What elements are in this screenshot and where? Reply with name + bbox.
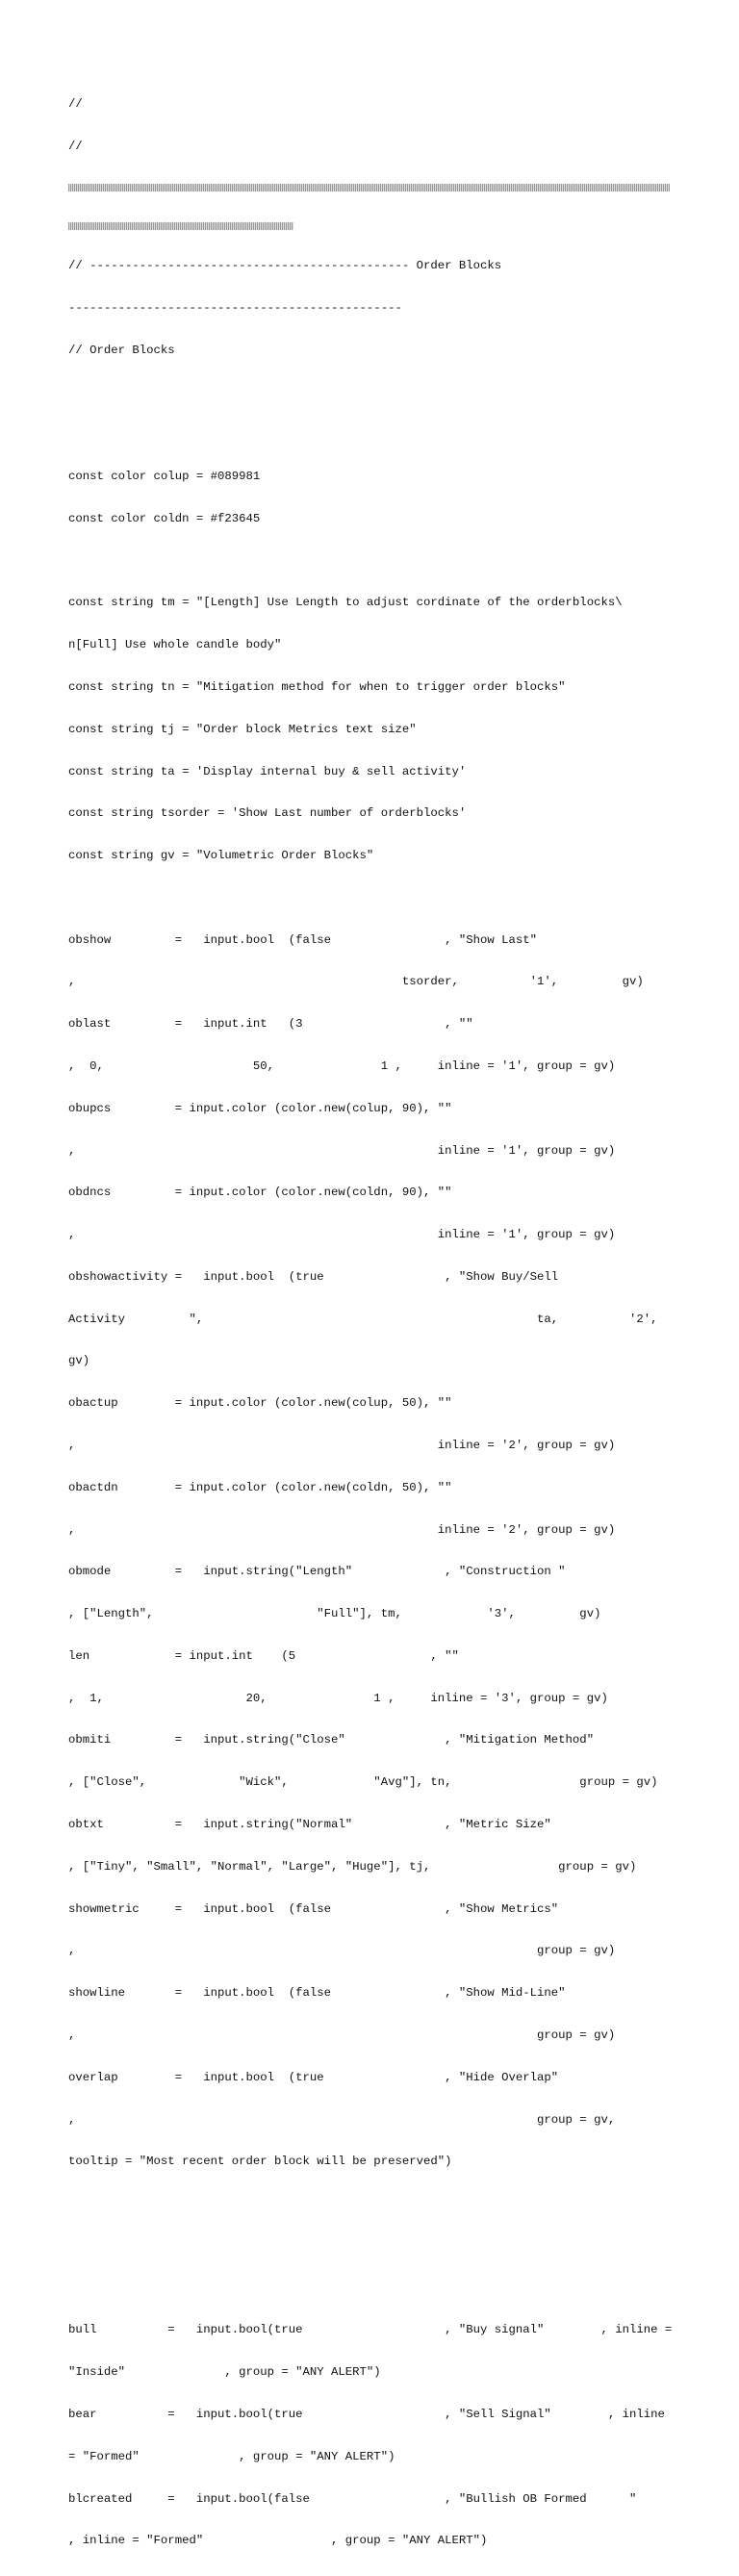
redacted-bar (68, 184, 670, 191)
code-line: const string gv = "Volumetric Order Blocks" (68, 849, 374, 863)
code-line (68, 2197, 675, 2211)
code-line: obshow = input.bool (false , "Show Last" (68, 932, 538, 947)
code-line: const string tn = "Mitigation method for when to trigger order blocks" (68, 679, 566, 694)
code-line: obshowactivity = input.bool (true , "Show Buy/Sell (68, 1269, 559, 1284)
code-line: ----------------------------------------------- (68, 300, 402, 315)
code-line: , group = gv) (68, 1944, 616, 1958)
redacted-bar (68, 222, 293, 230)
code-line (68, 554, 675, 569)
code-line (68, 2282, 675, 2296)
code-line: const string tj = "Order block Metrics text size" (68, 722, 417, 736)
code-line: const string ta = 'Display internal buy & sell activity' (68, 764, 467, 778)
code-line: , group = gv, (68, 2112, 616, 2127)
code-line: obdncs = input.color (color.new(coldn, 90), "" (68, 1186, 452, 1200)
code-line (68, 891, 675, 905)
code-line: , 0, 50, 1 , inline = '1', group = gv) (68, 1058, 616, 1073)
code-line: obactup = input.color (color.new(colup, 50), "" (68, 1396, 452, 1411)
code-line: , group = gv) (68, 2028, 616, 2042)
code-line: oblast = input.int (3 , "" (68, 1017, 473, 1032)
code-line: , tsorder, '1', gv) (68, 975, 644, 989)
code-line: const color coldn = #f23645 (68, 511, 261, 525)
code-line: obtxt = input.string("Normal" , "Metric Size" (68, 1818, 551, 1832)
code-line: // (68, 139, 83, 153)
code-line: n[Full] Use whole candle body" (68, 638, 282, 652)
code-line: overlap = input.bool (true , "Hide Overlap" (68, 2070, 559, 2084)
code-line (68, 2239, 675, 2254)
code-line: , ["Length", "Full"], tm, '3', gv) (68, 1607, 601, 1621)
code-line: , ["Tiny", "Small", "Normal", "Large", "Huge"], tj, group = gv) (68, 1859, 637, 1874)
code-line: len = input.int (5 , "" (68, 1648, 459, 1663)
code-line: , inline = '1', group = gv) (68, 1228, 616, 1242)
code-line: tooltip = "Most recent order block will be preserved") (68, 2155, 452, 2169)
code-line: , 1, 20, 1 , inline = '3', group = gv) (68, 1691, 608, 1705)
code-line: // Order Blocks (68, 343, 175, 357)
code-line: , inline = '2', group = gv) (68, 1522, 616, 1537)
code-line: showline = input.bool (false , "Show Mid-Line" (68, 1986, 566, 2001)
code-line: // --------------------------------------------- Order Blocks (68, 259, 502, 273)
code-line: bear = input.bool(true , "Sell Signal" , inline (68, 2407, 665, 2421)
code-line: blcreated = input.bool(false , "Bullish OB Formed " (68, 2491, 637, 2506)
code-listing (68, 69, 675, 2576)
code-line: obmode = input.string("Length" , "Construction " (68, 1565, 566, 1579)
code-line: Activity ", ta, '2', (68, 1312, 658, 1326)
code-line (68, 385, 675, 399)
code-line: obupcs = input.color (color.new(colup, 90), "" (68, 1101, 452, 1115)
code-line: gv) (68, 1354, 90, 1368)
code-line: obmiti = input.string("Close" , "Mitigation Method" (68, 1733, 595, 1747)
code-line: , ["Close", "Wick", "Avg"], tn, group = gv) (68, 1775, 658, 1790)
code-line: , inline = "Formed" , group = "ANY ALERT") (68, 2534, 488, 2548)
code-line: const string tm = "[Length] Use Length to adjust cordinate of the orderblocks\ (68, 596, 623, 610)
code-line: // (68, 97, 83, 112)
code-line: "Inside" , group = "ANY ALERT") (68, 2365, 381, 2380)
code-line: bull = input.bool(true , "Buy signal" , inline = (68, 2323, 673, 2337)
code-line: obactdn = input.color (color.new(coldn, 50), "" (68, 1480, 452, 1494)
code-line: , inline = '1', group = gv) (68, 1143, 616, 1158)
code-line: const string tsorder = 'Show Last number of orderblocks' (68, 806, 467, 821)
code-line (68, 427, 675, 442)
code-line: , inline = '2', group = gv) (68, 1439, 616, 1452)
code-line: showmetric = input.bool (false , "Show Metrics" (68, 1901, 559, 1916)
code-line: const color colup = #089981 (68, 470, 261, 484)
code-line: = "Formed" , group = "ANY ALERT") (68, 2449, 395, 2463)
